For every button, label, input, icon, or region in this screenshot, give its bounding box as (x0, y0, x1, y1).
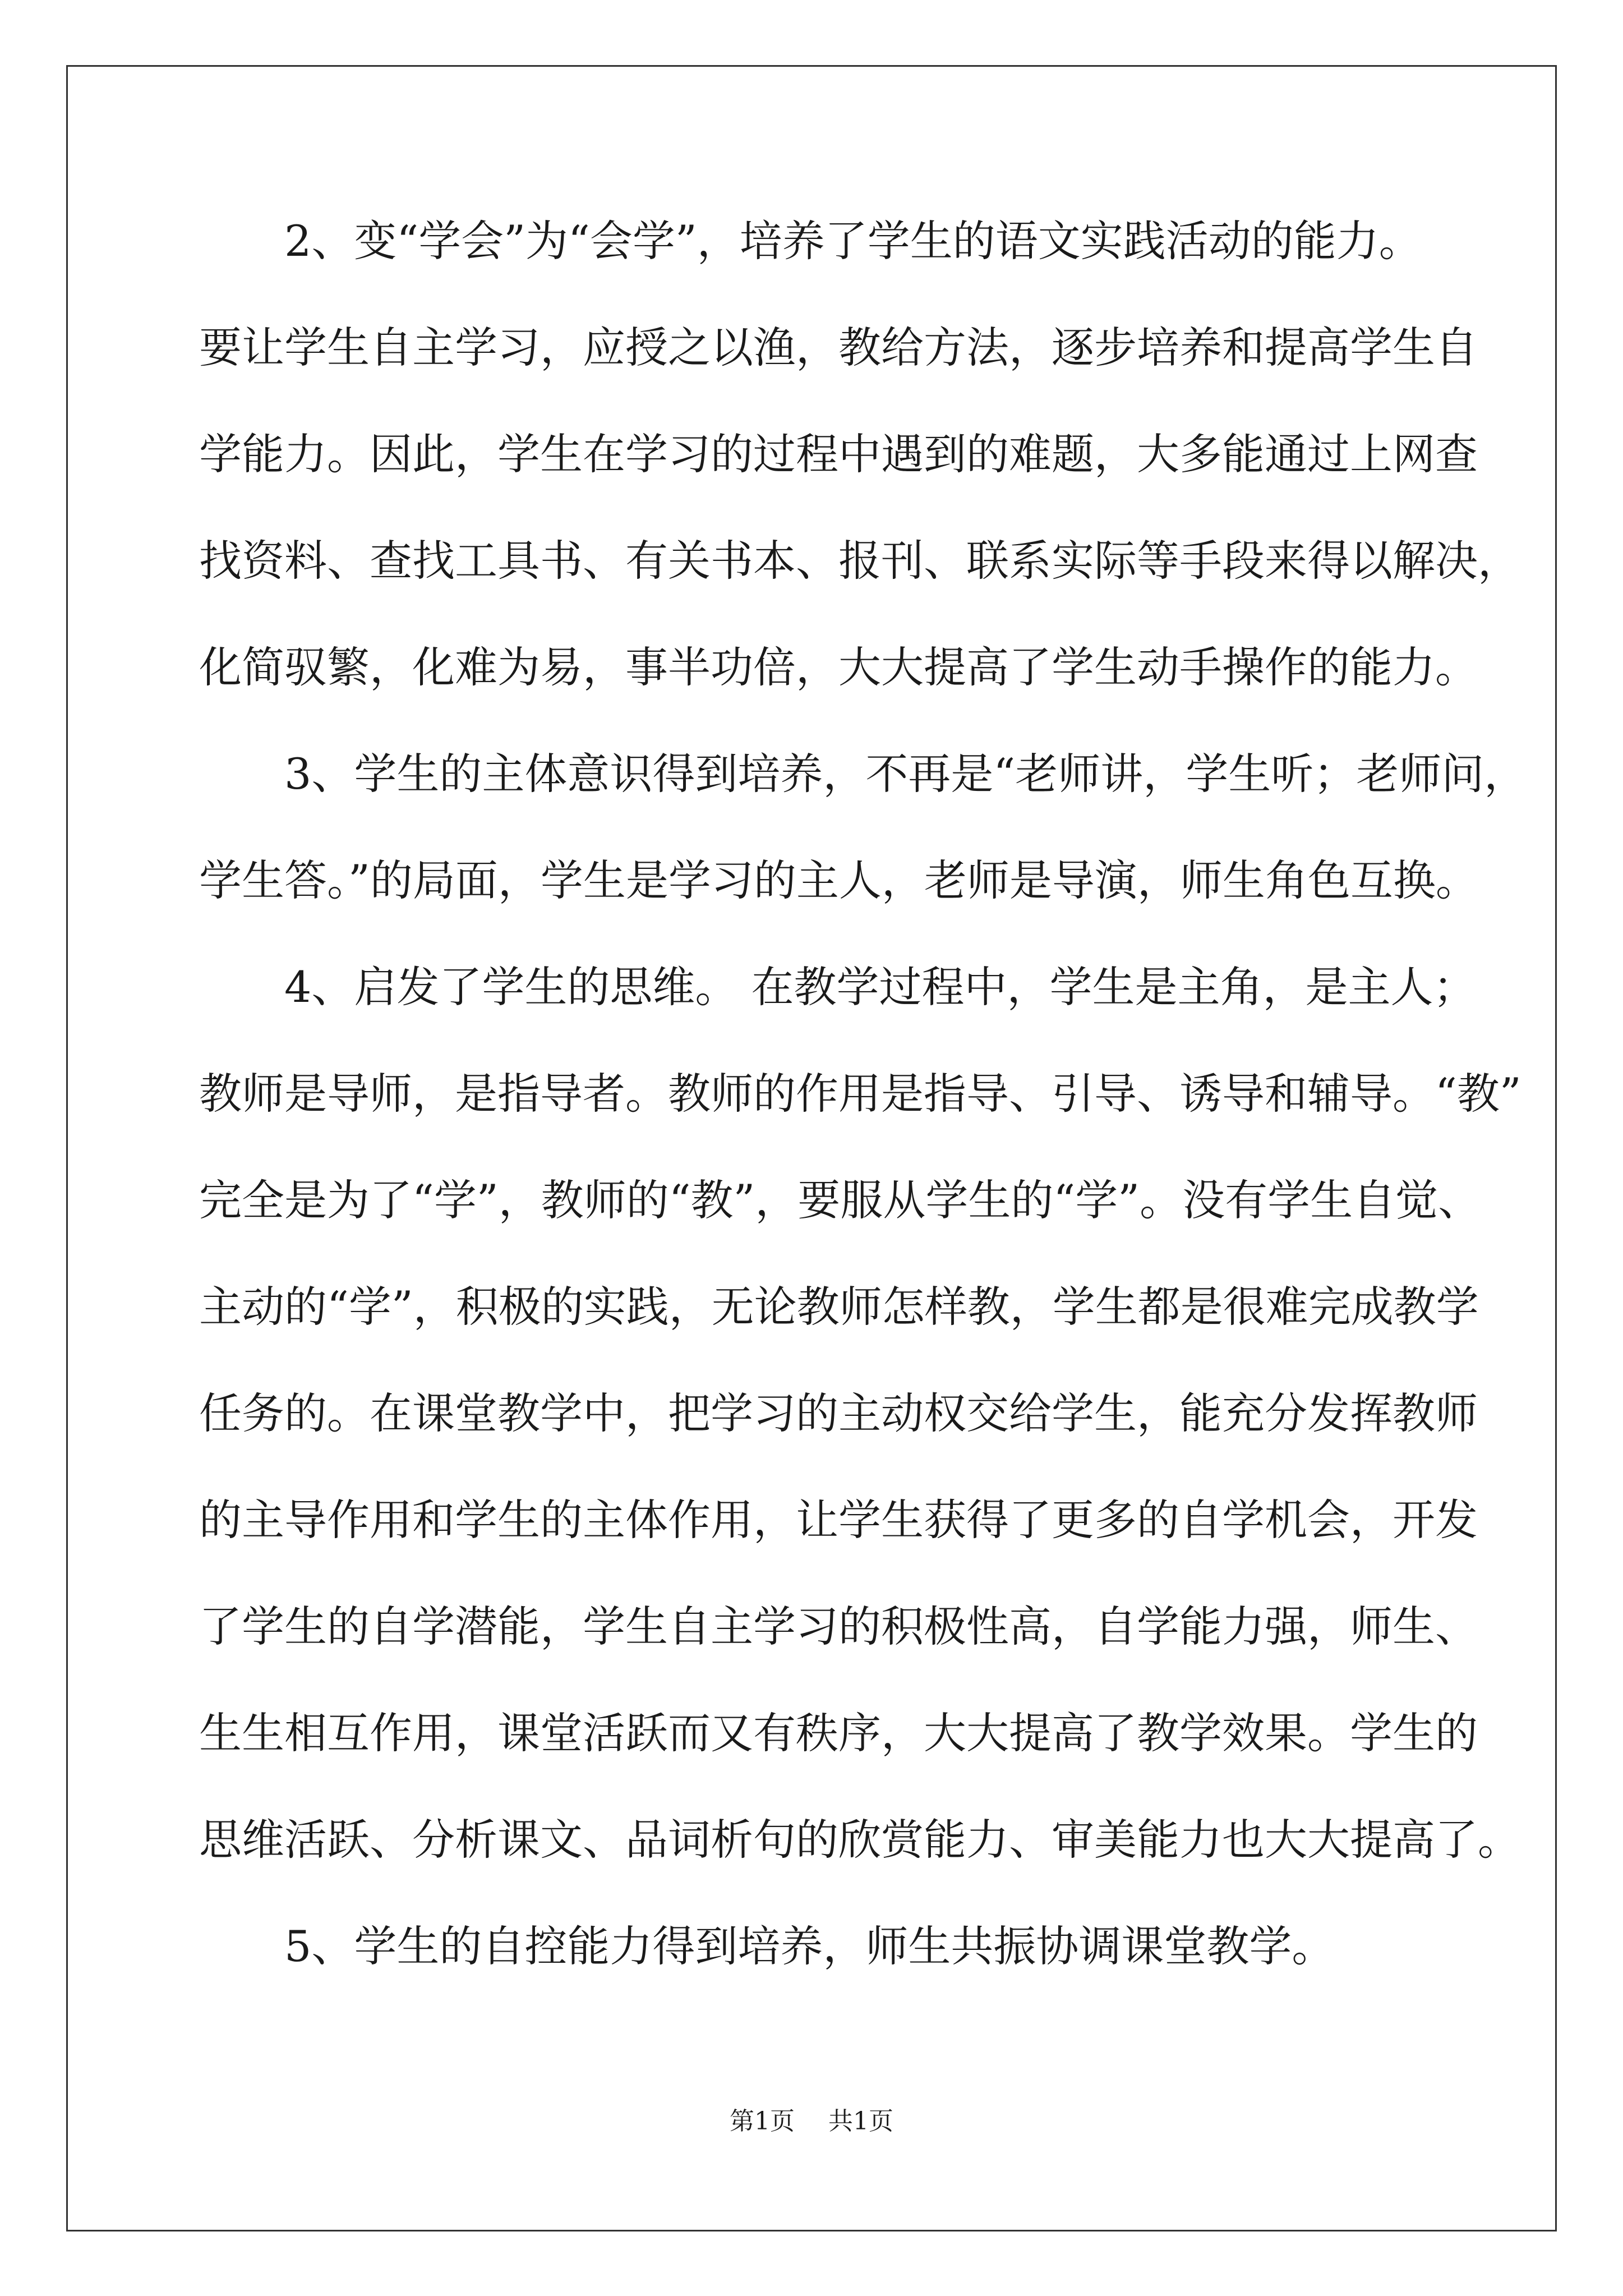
text-line: 学生答。”的局面，学生是学习的主人，老师是导演，师生角色互换。 (199, 855, 1478, 905)
text-line: 了学生的自学潜能，学生自主学习的积极性高，自学能力强，师生、 (199, 1602, 1478, 1651)
text-line: 学能力。因此，学生在学习的过程中遇到的难题，大多能通过上网查 (199, 429, 1478, 479)
text-line: 任务的。在课堂教学中，把学习的主动权交给学生，能充分发挥教师 (199, 1388, 1478, 1438)
text-line: 要让学生自主学习，应授之以渔，教给方法，逐步培养和提高学生自 (199, 323, 1478, 372)
paragraph-2 (199, 188, 1520, 721)
text-line: 2、变“学会”为“会学”，培养了学生的语文实践活动的能力。 (284, 216, 1422, 266)
text-line: 找资料、查找工具书、有关书本、报刊、联系实际等手段来得以解决， (199, 536, 1520, 586)
text-line: 思维活跃、分析课文、品词析句的欣赏能力、审美能力也大大提高了。 (199, 1815, 1520, 1865)
page-number: 第1页 (730, 2107, 795, 2136)
paragraph-5 (199, 1893, 1455, 2000)
paragraph-4 (199, 934, 1521, 1893)
page-total: 共1页 (828, 2107, 893, 2136)
text-line: 3、学生的主体意识得到培养，不再是“老师讲，学生听；老师问， (284, 749, 1527, 799)
text-line: 生生相互作用，课堂活跃而又有秩序，大大提高了教学效果。学生的 (199, 1708, 1478, 1758)
text-line: 教师是导师，是指导者。教师的作用是指导、引导、诱导和辅导。“教” (199, 1069, 1521, 1119)
text-line: 4、启发了学生的思维。 在教学过程中，学生是主角，是主人； (284, 962, 1476, 1012)
text-line: 化简驭繁，化难为易，事半功倍，大大提高了学生动手操作的能力。 (199, 642, 1478, 692)
text-line: 的主导作用和学生的主体作用，让学生获得了更多的自学机会，开发 (199, 1495, 1478, 1545)
text-line: 完全是为了“学”，教师的“教”，要服从学生的“学”。没有学生自觉、 (199, 1175, 1481, 1225)
document-body (199, 188, 1527, 2000)
paragraph-3 (199, 721, 1527, 934)
page-footer (0, 2101, 1623, 2137)
text-line: 5、学生的自控能力得到培养，师生共振协调课堂教学。 (284, 1921, 1335, 1971)
text-line: 主动的“学”，积极的实践，无论教师怎样教，学生都是很难完成教学 (199, 1282, 1479, 1332)
